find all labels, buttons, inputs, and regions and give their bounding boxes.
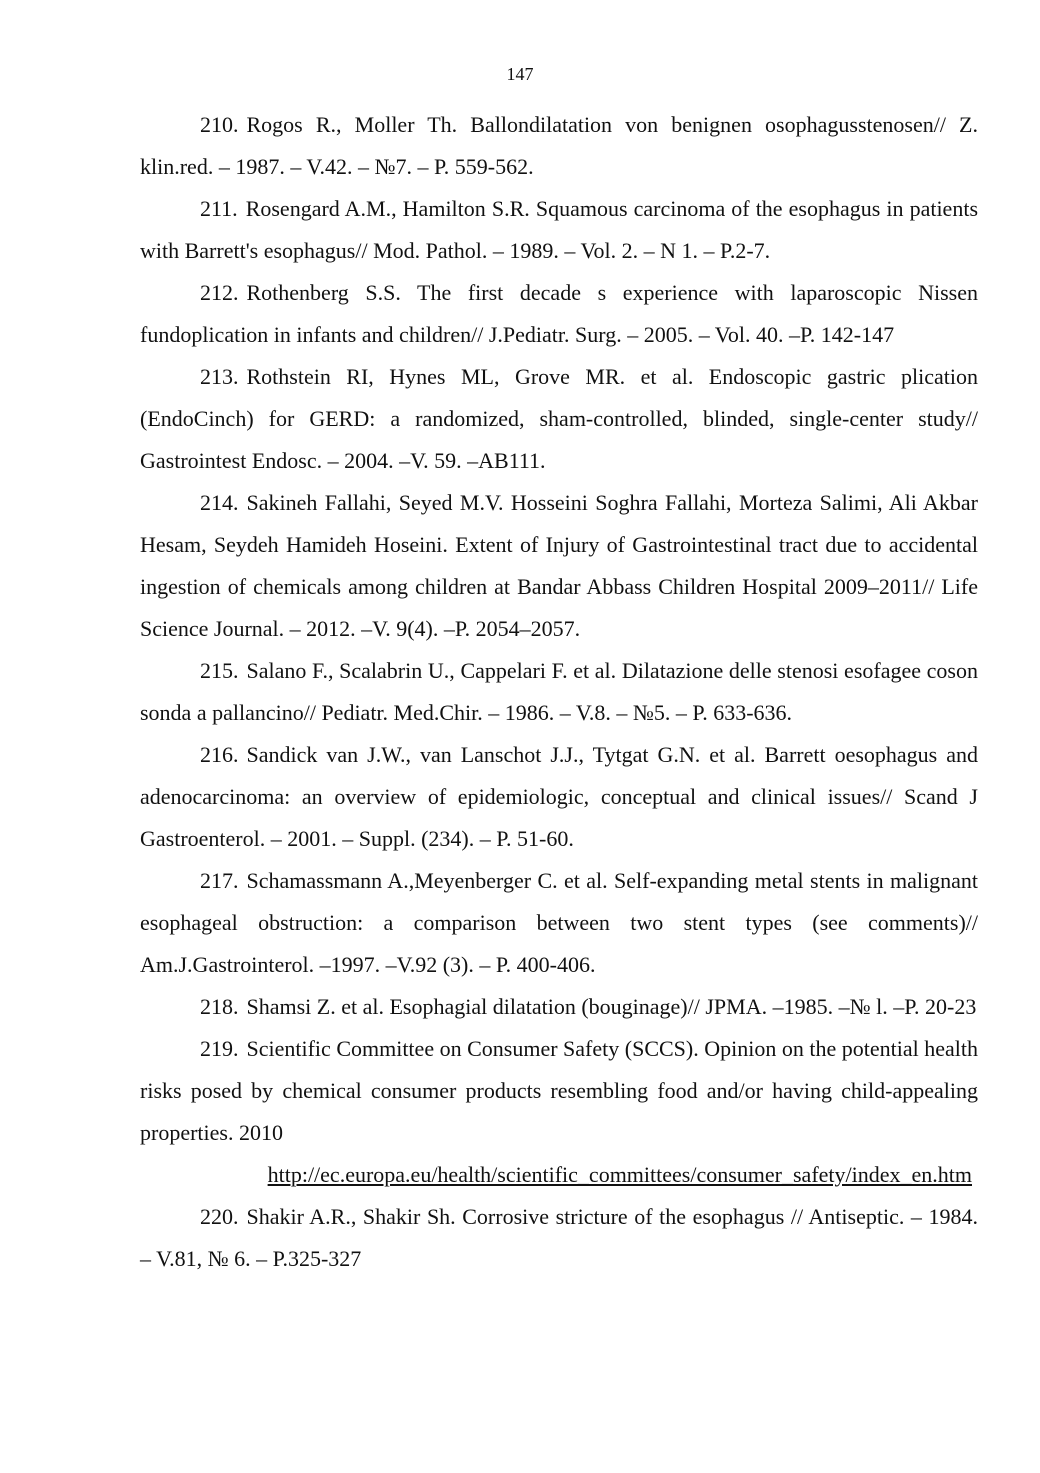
reference-number: 220.: [200, 1204, 239, 1229]
reference-number: 215.: [200, 658, 239, 683]
reference-number: 218.: [200, 994, 239, 1019]
reference-item: [140, 1196, 978, 1280]
reference-item: [140, 482, 978, 650]
reference-number: 219.: [200, 1036, 239, 1061]
reference-item: [140, 356, 978, 482]
reference-text: Schamassmann A.,Meyenberger C. et al. Self-expanding metal stents in malignant esophageal obstruction: a comparison between two stent types (see comments)// Am.J.Gastrointerol. –1997. –V.92 (3). – P. 400-406.: [140, 868, 978, 977]
reference-item: [140, 650, 978, 734]
reference-text: Sakineh Fallahi, Seyed M.V. Hosseini Soghra Fallahi, Morteza Salimi, Ali Akbar Hesam, Seydeh Hamideh Hoseini. Extent of Injury of Gastrointestinal tract due to accidental ingestion of chemicals among children at Bandar Abbass Children Hospital 2009–2011// Life Science Journal. – 2012. –V. 9(4). –P. 2054–2057.: [140, 490, 978, 641]
reference-item: [140, 272, 978, 356]
reference-item: [140, 188, 978, 272]
reference-text: Shamsi Z. et al. Esophagial dilatation (bouginage)// JPMA. –1985. –№ l. –P. 20-23: [246, 994, 977, 1019]
reference-text: Rosengard A.M., Hamilton S.R. Squamous carcinoma of the esophagus in patients with Barrett's esophagus// Mod. Pathol. – 1989. – Vol. 2. – N 1. – P.2-7.: [140, 196, 978, 263]
reference-text: Sandick van J.W., van Lanschot J.J., Tytgat G.N. et al. Barrett oesophagus and adenocarcinoma: an overview of epidemiologic, conceptual and clinical issues// Scand J Gastroenterol. – 2001. – Suppl. (234). – P. 51-60.: [140, 742, 978, 851]
reference-text: Rothenberg S.S. The first decade s experience with laparoscopic Nissen fundoplication in infants and children// J.Pediatr. Surg. – 2005. – Vol. 40. –P. 142-147: [140, 280, 978, 347]
reference-text: Rogos R., Moller Th. Ballondilatation von benignen osophagusstenosen// Z. klin.red. – 1987. – V.42. – №7. – P. 559-562.: [140, 112, 978, 179]
reference-item: [140, 860, 978, 986]
url-line: [140, 1154, 978, 1196]
reference-number: 213.: [200, 364, 239, 389]
reference-number: 216.: [200, 742, 239, 767]
reference-number: 217.: [200, 868, 239, 893]
page-number: 147: [506, 64, 534, 84]
reference-number: 211.: [200, 196, 238, 221]
reference-text: Scientific Committee on Consumer Safety (SCCS). Opinion on the potential health risks posed by chemical consumer products resembling food and/or having child-appealing properties. 2010: [140, 1036, 978, 1145]
reference-item: [140, 734, 978, 860]
reference-text: Shakir A.R., Shakir Sh. Corrosive stricture of the esophagus // Antiseptic. – 1984. – V.81, № 6. – P.325-327: [140, 1204, 978, 1271]
reference-item: [140, 104, 978, 188]
reference-number: 212.: [200, 280, 239, 305]
reference-item: [140, 986, 978, 1028]
reference-list: [140, 104, 978, 1280]
reference-url-link[interactable]: http://ec.europa.eu/health/scientific_committees/consumer_safety/index_en.htm: [267, 1162, 972, 1187]
reference-number: 214.: [200, 490, 239, 515]
reference-text: Salano F., Scalabrin U., Cappelari F. et al. Dilatazione delle stenosi esofagee coson sonda a pallancino// Pediatr. Med.Chir. – 1986. – V.8. – №5. – P. 633-636.: [140, 658, 978, 725]
reference-item: [140, 1028, 978, 1154]
reference-text: Rothstein RI, Hynes ML, Grove MR. et al. Endoscopic gastric plication (EndoCinch) for GERD: a randomized, sham-controlled, blinded, single-center study// Gastrointest Endosc. – 2004. –V. 59. –AB111.: [140, 364, 978, 473]
reference-number: 210.: [200, 112, 239, 137]
